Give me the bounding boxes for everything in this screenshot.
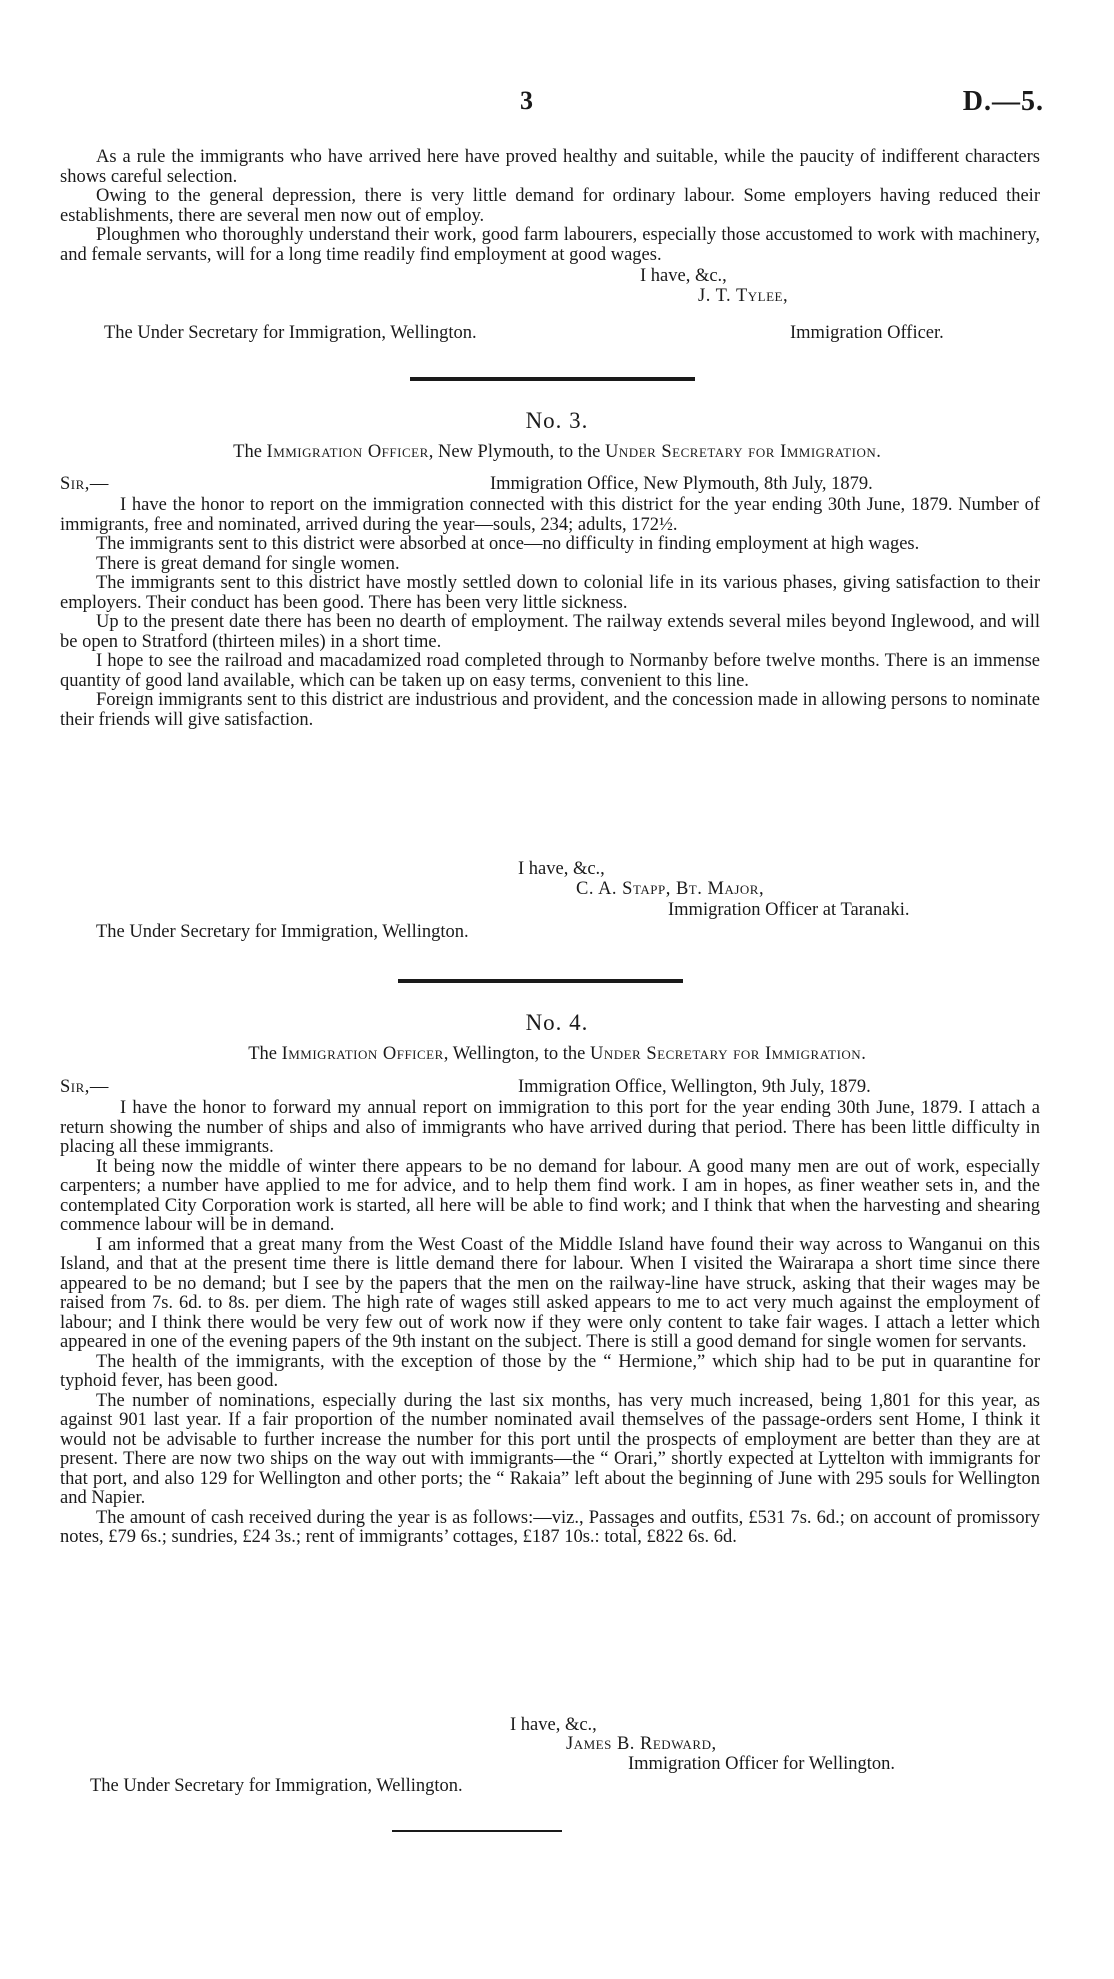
paragraph: Owing to the general depression, there is very little demand for ordinary labour. Some employers having reduced their establishments, there are several men now out of employ.	[60, 186, 1040, 226]
letter-heading: No. 3.	[525, 408, 589, 433]
intro-body	[60, 148, 1040, 265]
paragraph: The immigrants sent to this district were absorbed at once—no difficulty in finding employment at high wages.	[96, 534, 920, 554]
closing: I have, &c.,	[510, 1715, 597, 1735]
paragraph: I am informed that a great many from the West Coast of the Middle Island have found their way across to Wanganui on this Island, and that at the present time there is little demand there for labour. When I visited the Wairarapa a short time since there appeared to be no demand; but I see by the papers that the men on the railway-line have struck, asking that their wages may be raised from 7s. 6d. to 8s. per diem. The high rate of wages still asked appears to me to act very much against the employment of labour; and I think there would be very few out of work now if they were only content to take fair wages. I attach a letter which appeared in one of the evening papers of the 9th instant on the subject. There is still a good demand for single women for servants.	[60, 1234, 1040, 1352]
place-date: Immigration Office, Wellington, 9th July, 1879.	[518, 1077, 871, 1097]
paragraph: There is great demand for single women.	[96, 553, 400, 574]
page-number: 3	[520, 86, 533, 115]
signature: C. A. Stapp, Bt. Major,	[576, 879, 765, 899]
addressee: The Under Secretary for Immigration, Wellington.	[96, 922, 469, 942]
paragraph: The amount of cash received during the year is as follows:—viz., Passages and outfits, £531 7s. 6d.; on account of promissory notes, £79 6s.; sundries, £24 3s.; rent of immigrants’ cottages, £187 10s.: total, £822 6s. 6d.	[60, 1507, 1040, 1547]
salutation: Sir,—	[60, 474, 109, 494]
closing: I have, &c.,	[518, 859, 605, 879]
paragraph: Ploughmen who thoroughly understand their work, good farm labourers, especially those accustomed to work with machinery, and female servants, will for a long time readily find employment at good wages.	[60, 225, 1040, 265]
place-date: Immigration Office, New Plymouth, 8th July, 1879.	[490, 474, 873, 494]
addressee: The Under Secretary for Immigration, Wellington.	[90, 1776, 463, 1796]
paragraph: It being now the middle of winter there appears to be no demand for labour. A good many men are out of work, especially carpenters; a number have applied to me for advice, and to help them find work. I am in hopes, as finer weather sets in, and the contemplated City Corporation work is started, all here will be able to find work; and I think that when the harvesting and shearing commence labour will be in demand.	[60, 1156, 1040, 1235]
signatory-title: Immigration Officer at Taranaki.	[668, 900, 910, 920]
closing: I have, &c.,	[640, 266, 727, 286]
letter-caption: The Immigration Officer, Wellington, to the Under Secretary for Immigration.	[248, 1044, 866, 1064]
signature: J. T. Tylee,	[698, 286, 789, 306]
end-divider	[392, 1830, 562, 1832]
paragraph: I have the honor to report on the immigration connected with this district for the year ending 30th June, 1879. Number of immigrants, free and nominated, arrived during the year—souls, 234; adults, 172½.	[60, 495, 1040, 535]
paragraph: Foreign immigrants sent to this district are industrious and provident, and the concession made in allowing persons to nominate their friends will give satisfaction.	[60, 690, 1040, 730]
paragraph: The number of nominations, especially during the last six months, has very much increased, being 1,801 for this year, as against 901 last year. If a fair proportion of the number nominated avail themselves of the passage-orders sent Home, I think it would not be advisable to further increase the number for this port until the prospects of employment are better than they are at present. There are now two ships on the way out with immigrants—the “ Orari,” shortly expected at Lyttelton with immigrants for that port, and also 129 for Wellington and other ports; the “ Rakaia” left about the beginning of June with 295 souls for Wellington and Napier.	[60, 1390, 1040, 1508]
signatory-title: Immigration Officer.	[790, 323, 944, 343]
letter-heading: No. 4.	[525, 1010, 589, 1035]
paragraph: I hope to see the railroad and macadamized road completed through to Normanby before twelve months. There is an immense quantity of good land available, which can be taken up on easy terms, convenient to this line.	[60, 651, 1040, 691]
signatory-title: Immigration Officer for Wellington.	[628, 1754, 896, 1774]
paragraph: As a rule the immigrants who have arrived here have proved healthy and suitable, while the paucity of indifferent characters shows careful selection.	[60, 147, 1040, 187]
letter-caption: The Immigration Officer, New Plymouth, to the Under Secretary for Immigration.	[233, 442, 881, 462]
letter-body	[60, 496, 1040, 730]
letter-body	[60, 1099, 1040, 1548]
section-divider	[398, 979, 683, 983]
paragraph: The immigrants sent to this district have mostly settled down to colonial life in its various phases, giving satisfaction to their employers. Their conduct has been good. There has been very little sickness.	[60, 573, 1040, 613]
paragraph: Up to the present date there has been no dearth of employment. The railway extends several miles beyond Inglewood, and will be open to Stratford (thirteen miles) in a short time.	[60, 612, 1040, 652]
document-reference: D.—5.	[962, 86, 1044, 117]
paragraph: The health of the immigrants, with the exception of those by the “ Hermione,” which ship had to be put in quarantine for typhoid fever, has been good.	[60, 1351, 1040, 1391]
section-divider	[410, 377, 695, 381]
salutation: Sir,—	[60, 1077, 109, 1097]
signature: James B. Redward,	[566, 1734, 717, 1754]
addressee: The Under Secretary for Immigration, Wellington.	[104, 323, 477, 343]
paragraph: I have the honor to forward my annual report on immigration to this port for the year ending 30th June, 1879. I attach a return showing the number of ships and also of immigrants who have arrived during that period. There has been little difficulty in placing all these immigrants.	[60, 1098, 1040, 1157]
